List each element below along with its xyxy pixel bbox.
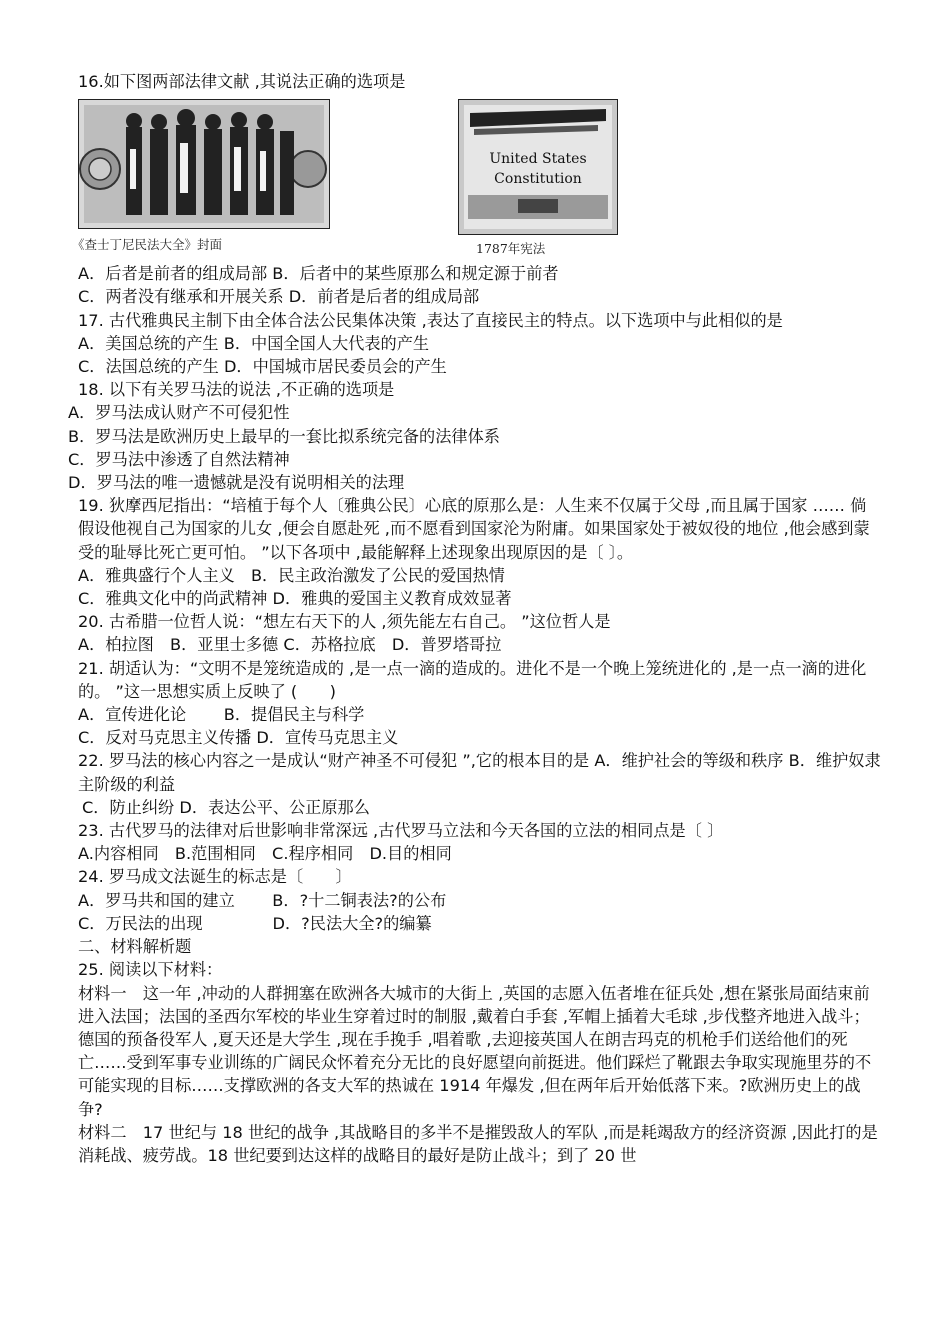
q18-option-c: C．罗马法中渗透了自然法精神: [68, 449, 290, 469]
q17-stem: 17. 古代雅典民主制下由全体合法公民集体决策 ,表达了直接民主的特点。以下选项中与此相似的是: [78, 310, 783, 330]
q21-options-2: C．反对马克思主义传播 D．宣传马克思主义: [78, 728, 399, 748]
fig2-text-line2: Constitution: [494, 171, 582, 188]
material-1: 材料一 这一年 ,冲动的人群拥塞在欧洲各大城市的大街上 ,英国的志愿入伍者堆在征兵处 ,想在紧张局面结束前进入法国；法国的圣西尔军校的毕业生穿着过时的制服 ,戴着白手套 ,军帽上插着大毛球 ,步伐整齐地进入战斗；德国的预备役军人 ,夏天还是大学生 ,现在手挽手 ,唱着歌 ,去迎接英国人在朗吉玛克的机枪手们送给他们的死亡……受到军事专业训练的广阔民众怀着充分无比的良好愿望向前挺进。他们踩烂了靴跟去争取实现施里芬的不可能实现的目标……支撑欧洲的各支大军的热诚在 1914 年爆发 ,但在两年后开始低落下来。?欧洲历史上的战争?: [78, 983, 872, 1119]
q18-option-a: A．罗马法成认财产不可侵犯性: [68, 403, 290, 423]
q16-options-1: A．后者是前者的组成局部 B．后者中的某些原那么和规定源于前者: [78, 264, 559, 284]
q22-stem: 22. 罗马法的核心内容之一是成认“财产神圣不可侵犯 ”,它的根本目的是 A．维护社会的等级和秩序 B．维护奴隶主阶级的利益: [78, 751, 881, 794]
fig2-text-line1: United States: [489, 151, 587, 168]
q23-stem: 23. 古代罗马的法律对后世影响非常深远 ,古代罗马立法和今天各国的立法的相同点是〔 〕: [78, 821, 724, 841]
q24-options-1: A．罗马共和国的建立 B．?十二铜表法?的公布: [78, 890, 447, 910]
us-constitution-image: [458, 99, 618, 235]
q19-options-1: A．雅典盛行个人主义 B．民主政治激发了公民的爱国热情: [78, 565, 505, 585]
material-2: 材料二 17 世纪与 18 世纪的战争 ,其战略目的多半不是摧毁敌人的军队 ,而是耗竭敌方的经济资源 ,因此打的是消耗战、疲劳战。18 世纪要到达这样的战略目的最好是防止战斗；到了 20 世: [78, 1122, 878, 1165]
q23-options-1: A.内容相同 B.范围相同 C.程序相同 D.目的相同: [78, 844, 452, 864]
q21-stem: 21. 胡适认为：“文明不是笼统造成的 ,是一点一滴的造成的。进化不是一个晚上笼统进化的 ,是一点一滴的进化的。 ”这一思想实质上反映了 ( ): [78, 658, 867, 701]
exam-page: [68, 70, 882, 1167]
q16-figures: [68, 95, 882, 260]
q16-stem: 16.如下图两部法律文献 ,其说法正确的选项是: [78, 72, 406, 91]
q17-options-2: C．法国总统的产生 D．中国城市居民委员会的产生: [78, 357, 447, 377]
q21-options-1: A．宣传进化论 B．提倡民主与科学: [78, 705, 365, 725]
fig2-caption: 1787年宪法: [476, 241, 546, 257]
q22-options-2: C．防止纠纷 D．表达公平、公正原那么: [82, 797, 370, 817]
q19-stem: 19. 狄摩西尼指出：“培植于每个人〔雅典公民〕心底的原那么是：人生来不仅属于父母 ,而且属于国家 …… 倘假设他视自己为国家的儿女 ,便会自愿赴死 ,而不愿看到国家沦为附庸。如果国家处于被奴役的地位 ,他会感到蒙受的耻辱比死亡更可怕。 ”以下各项中 ,最能解释上述现象出现原因的是〔 〕。: [78, 496, 870, 562]
q18-stem: 18. 以下有关罗马法的说法 ,不正确的选项是: [78, 380, 395, 400]
q20-stem: 20. 古希腊一位哲人说：“想左右天下的人 ,须先能左右自己。 ”这位哲人是: [78, 612, 611, 632]
q16-options-2: C．两者没有继承和开展关系 D．前者是后者的组成局部: [78, 287, 480, 307]
q24-stem: 24. 罗马成文法诞生的标志是〔 〕: [78, 867, 352, 887]
section-heading: 二、材料解析题: [78, 937, 192, 957]
fig1-caption: 《查士丁尼民法大全》封面: [72, 237, 223, 253]
q25-stem: 25. 阅读以下材料：: [78, 960, 223, 980]
justinian-mosaic-image: [78, 99, 330, 229]
q18-option-b: B．罗马法是欧洲历史上最早的一套比拟系统完备的法律体系: [68, 426, 500, 446]
q20-options-1: A．柏拉图 B．亚里士多德 C．苏格拉底 D．普罗塔哥拉: [78, 635, 502, 655]
q17-options-1: A．美国总统的产生 B．中国全国人大代表的产生: [78, 333, 430, 353]
q24-options-2: C．万民法的出现 D．?民法大全?的编纂: [78, 913, 432, 933]
q18-option-d: D．罗马法的唯一遗憾就是没有说明相关的法理: [68, 473, 405, 493]
q19-options-2: C．雅典文化中的尚武精神 D．雅典的爱国主义教育成效显著: [78, 589, 512, 609]
